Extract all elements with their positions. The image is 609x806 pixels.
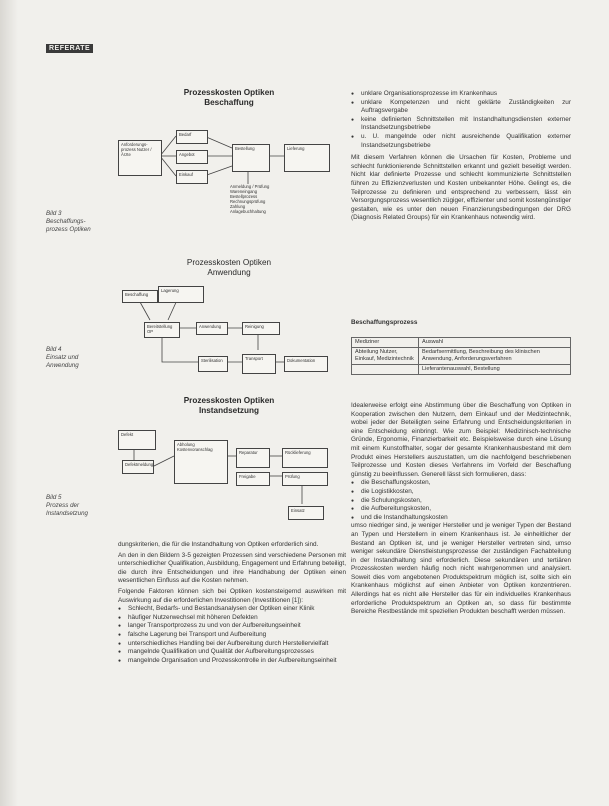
- table-cell: [352, 365, 419, 375]
- list-item: ● und die Instandhaltungskosten: [351, 514, 571, 523]
- list-item: ● die Beschaffungskosten,: [351, 479, 571, 488]
- caption-line: Prozess der: [46, 502, 80, 509]
- figure-title-line: Prozesskosten Optiken: [183, 88, 275, 97]
- flow-box-angebot: [176, 150, 208, 164]
- caption-line: Einsatz und: [46, 354, 79, 361]
- flow-box-sterilisation: [198, 356, 228, 372]
- list-item: ● unklare Kompetenzen und nicht geklärte Zuständigkeiten zur Auftragsvergabe: [351, 99, 571, 116]
- table-cell: Bedarfsermittlung, Beschreibung des klinischen Anwendung, Anforderungsverfahren: [419, 348, 571, 365]
- section-title: Beschaffungsprozess: [351, 319, 418, 326]
- flow-box-text: Reparatur: [239, 450, 258, 455]
- caption-line: Anwendung: [46, 362, 79, 369]
- table-row: [352, 365, 571, 375]
- table-cell: Auswahl: [419, 338, 571, 348]
- flow-box-bereitstellung: [144, 322, 180, 338]
- flow-list: [230, 184, 290, 214]
- flow-box-text: Beschaffung: [125, 292, 149, 297]
- flow-box-anwendung: [196, 322, 228, 335]
- flow-box-text: Angebot: [179, 152, 195, 157]
- flow-box-defektmeldung: [122, 460, 154, 474]
- flow-box-bedarf: [176, 130, 208, 144]
- list-item: ● u. U. mangelnde oder nicht ausreichende Qualifikation externer Instandsetzungsbetriebe: [351, 133, 571, 150]
- flow-box-lagerung: [158, 286, 204, 303]
- flow-box-text: Einsatz: [291, 508, 305, 513]
- flow-list-item: Wareneingang: [230, 189, 258, 194]
- flow-box-text: Bereitstellung OP: [147, 324, 173, 334]
- flow-box-text: Bestellung: [235, 146, 255, 151]
- factor-list: [118, 605, 346, 665]
- list-item: ● mangelnde Qualifikation und Qualität der Aufbereitungsprozesses: [118, 648, 346, 657]
- flow-box-dokumentation: [284, 356, 328, 372]
- page-edge-shadow: [0, 0, 18, 806]
- flow-box-freigabe: [236, 472, 270, 486]
- figure-caption-5: [46, 494, 108, 518]
- list-item: ● unklare Organisationsprozesse im Krankenhaus: [351, 90, 571, 99]
- figure-beschaffung: [118, 88, 340, 236]
- caption-number: Bild 5: [46, 494, 62, 501]
- flow-box-beschaffung: [122, 290, 158, 303]
- flow-list-item: Rechnungsprüfung: [230, 199, 266, 204]
- figure-title-line: Beschaffung: [204, 98, 254, 107]
- flow-box-text: Bedarf: [179, 132, 192, 137]
- flow-box-text: Defektmeldung: [125, 462, 154, 467]
- flow-box-pruefung: [282, 472, 328, 486]
- paragraph: umso niedriger sind, je weniger Hersteller und je weniger Typen der Bestand an Typen und Herstellern in einem Krankenhaus ist. Je einheitlicher der Bestand an Optiken ist, und je weniger Hersteller vertreten sind, umso weniger sekundäre Dienstleistungsprozesse der zuständigen Fachabteilung in der Instandhaltung sind erforderlich. Diese sekundären und tertiären Prozesskosten werden häufig noch nicht wahrgenommen und analysiert. Soweit dies vom angebotenen Produktspektrum möglich ist, sollte sich ein Krankenhaus möglichst auf einen Anbieter von Optiken konzentrieren. Allerdings hat es nicht alle Hersteller das für ein individuelles Krankenhaus erforderliche Produktspektrum an Optiken an, so dass für bestimmte Bereiche Restbestände mit speziellen Produkten beschafft werden müssen.: [351, 522, 571, 616]
- flow-box-text: Kostenvoranschlag: [177, 447, 213, 452]
- caption-number: Bild 3: [46, 210, 62, 217]
- table-row: [352, 338, 571, 348]
- paragraph: dungskriterien, die für die Instandhaltung von Optiken erforderlich sind.: [118, 541, 319, 548]
- problem-list: [351, 90, 571, 150]
- paragraph: Mit diesem Verfahren können die Ursachen für Kosten, Probleme und schlecht funktionierende Schnittstellen erkannt und gezielt beseitigt werden. Nicht klar definierte Prozesse und schlecht kommunizierte Schnittstellen führen zu Effizienzverlusten und Kosten unbekannter Höhe. Gelingt es, die Teilprozesse zu definieren und entsprechend zu verbessern, lässt ein Versorgungsprozess wesentlich zügiger, effizienter und somit kostengünstiger gestalten, wie es unter den neuen Finanzierungsbedingungen der DRG (Diagnosis Related Groups) für ein Krankenhaus notwendig wird.: [351, 154, 571, 222]
- right-text-column-top: [351, 90, 571, 223]
- flow-list-item: Anlagebuchhaltung: [230, 209, 266, 214]
- table-row: [352, 348, 571, 365]
- list-item: ● die Aufbereitungskosten,: [351, 505, 571, 514]
- flow-box-ruecklieferung: [282, 448, 328, 468]
- flow-box-text: Freigabe: [239, 474, 256, 479]
- flow-box-text: Defekt: [121, 432, 134, 437]
- flow-box-abholung: [174, 440, 228, 484]
- flow-box-einkauf: [176, 170, 208, 184]
- figure-caption-3: [46, 210, 108, 234]
- flow-box-text: Rücklieferung: [285, 450, 311, 455]
- paragraph: Folgende Faktoren können sich bei Optiken kostensteigernd auswirken mit Auswirkung auf die erforderlichen Investitionen (Investitionen [1]):: [118, 587, 346, 604]
- list-item: ● unterschiedliches Handling bei der Aufbereitung durch Herstellervielfalt: [118, 640, 346, 649]
- flow-box-reinigung: [242, 322, 280, 335]
- flow-box-text: Anforderungs-prozess Nutzer / Ärzte: [121, 142, 152, 157]
- flow-box-text: Anwendung: [199, 324, 222, 329]
- figure-title-line: Instandsetzung: [198, 406, 260, 415]
- figure-title-line: Prozesskosten Optiken: [183, 396, 275, 405]
- flow-list-item: Anmeldung / Prüfung: [230, 184, 270, 189]
- flow-box-text: Abholung: [177, 442, 195, 447]
- caption-number: Bild 4: [46, 346, 62, 353]
- list-item: ● keine definierten Schnittstellen mit Instandhaltungsdiensten externer Instandsetzungsbetriebe: [351, 116, 571, 133]
- flow-box-lieferung: [284, 144, 330, 172]
- flow-box-text: Lagerung: [161, 288, 179, 293]
- table-cell: Lieferantenauswahl, Bestellung: [419, 365, 571, 375]
- flow-box-text: Reinigung: [245, 324, 264, 329]
- flow-box-text: Dokumentation: [287, 358, 316, 363]
- list-item: ● die Schulungskosten,: [351, 497, 571, 506]
- figure-caption-4: [46, 346, 108, 370]
- section-header-label: REFERATE: [46, 44, 93, 53]
- list-item: ● falsche Lagerung bei Transport und Aufbereitung: [118, 631, 346, 640]
- caption-line: Instandsetzung: [46, 510, 88, 517]
- caption-line: prozess Optiken: [46, 226, 91, 233]
- flow-list-item: Zahlung: [230, 204, 246, 209]
- caption-line: Beschaffungs-: [46, 218, 86, 225]
- paragraph: An den in den Bildern 3-5 gezeigten Prozessen sind verschiedene Personen mit unterschiedlicher Qualifikation, Ausbildung, Engagement und Erfahrung beteiligt, die durch ihre Entscheidungen und ihre Handhabung der Optiken einen wesentlichen Einfluss auf die Kosten nehmen.: [118, 551, 346, 585]
- flow-box-transport: [242, 354, 276, 374]
- flow-box-einsatz: [288, 506, 324, 520]
- list-item: ● die Logistikkosten,: [351, 488, 571, 497]
- flow-box-text: Prüfung: [285, 474, 300, 479]
- process-table: [351, 337, 571, 375]
- list-item: ● häufiger Nutzerwechsel mit höheren Defekten: [118, 614, 346, 623]
- flow-box-bestellung: [232, 144, 270, 172]
- flow-box-defekt: [118, 430, 156, 450]
- figure-anwendung: [118, 258, 340, 384]
- flow-box-text: Transport: [245, 356, 263, 361]
- flow-list-item: Bestellprozess: [230, 194, 258, 199]
- flow-box-text: Lieferung: [287, 146, 305, 151]
- left-text-column: [118, 541, 346, 665]
- list-item: ● Schlecht, Bedarfs- und Bestandsanalysen der Optiken einer Klinik: [118, 605, 346, 614]
- flow-box-anforderung: [118, 140, 162, 176]
- paragraph: Idealerweise erfolgt eine Abstimmung über die Beschaffung von Optiken in Kooperation zwischen den Nutzern, dem Einkauf und der Medizintechnik, wobei jeder der Beteiligten seine Erfahrung und Entscheidungskriterien in eine Entscheidung einbringt. Wie zum Beispiel: Medizinisch-technische Gründe, Ergonomie, Finanzierbarkeit etc. Beispielsweise durch eine Lösung mit einem Kunstoffhalter, sogar der gesamte Krankenhausbestand mit dem Produkt eines Herstellers auszustatten, um die nachfolgend beschriebenen Teilprozesse und Kosten dieses Verfahrens im Vorfeld der Beschaffung günstig zu beeinflussen. Generell lässt sich formulieren, dass:: [351, 402, 571, 478]
- table-cell: Abteilung Nutzer, Einkauf, Medizintechnik: [352, 348, 419, 365]
- right-text-column-bottom: [351, 402, 571, 617]
- flow-box-reparatur: [236, 448, 270, 468]
- flow-box-text: Sterilisation: [201, 358, 223, 363]
- flow-box-text: Einkauf: [179, 172, 193, 177]
- figure-title-line: Anwendung: [207, 268, 251, 277]
- figure-title-line: Prozesskosten Optiken: [186, 258, 272, 267]
- table-cell: Mediziner: [352, 338, 419, 348]
- list-item: ● mangelnde Organisation und Prozesskontrolle in der Aufbereitungseinheit: [118, 657, 346, 666]
- list-item: ● langer Transportprozess zu und von der Aufbereitungseinheit: [118, 622, 346, 631]
- figure-instandsetzung: [118, 396, 340, 532]
- cost-list: [351, 479, 571, 522]
